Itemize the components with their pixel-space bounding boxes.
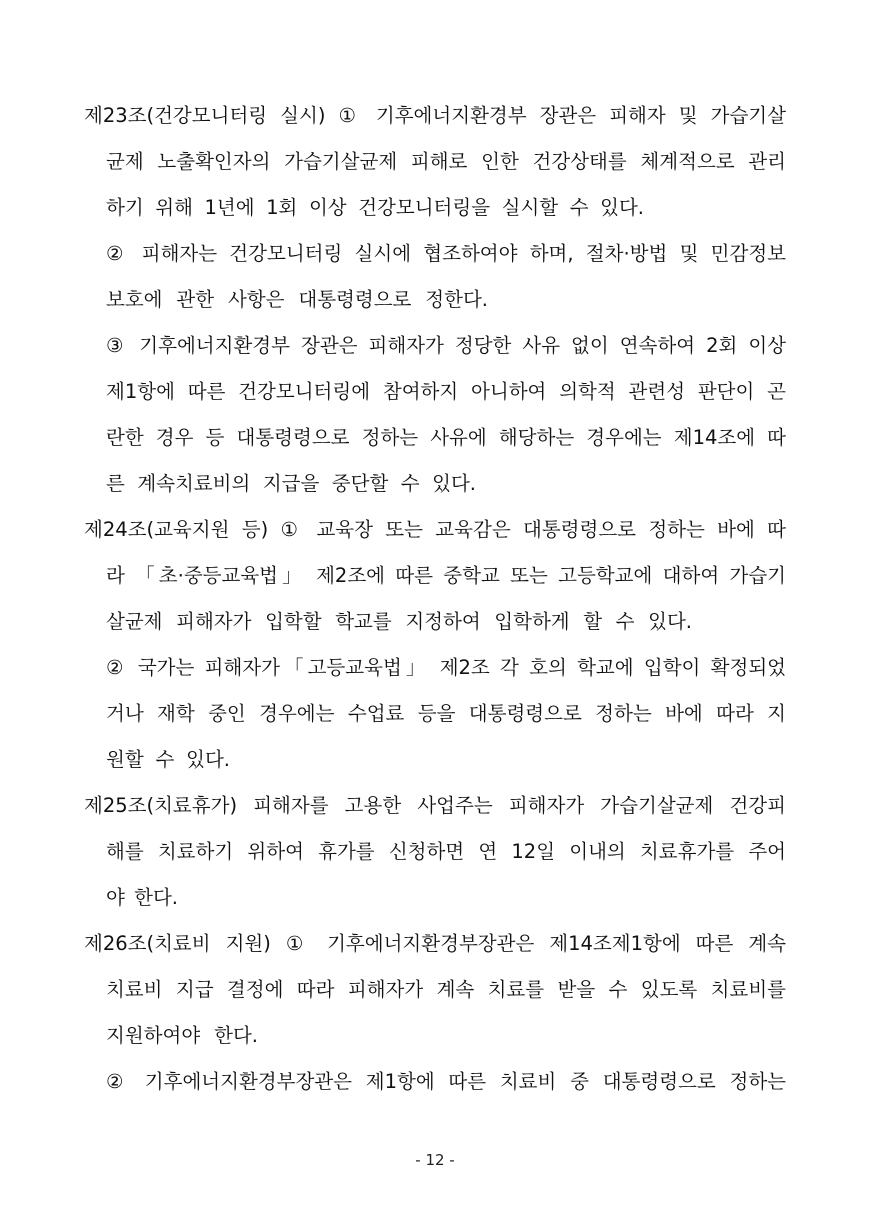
article-24-para-2-line-3: 원할 수 있다. bbox=[106, 748, 230, 771]
article-24-para-2-line-2: 거나 재학 중인 경우에는 수업료 등을 대통령령으로 정하는 바에 따라 지 bbox=[106, 702, 786, 725]
article-23-line-1: 제23조(건강모니터링 실시) ① 기후에너지환경부 장관은 피해자 및 가습기살 bbox=[84, 104, 786, 127]
article-24-line-2: 라 「초·중등교육법」 제2조에 따른 중학교 또는 고등학교에 대하여 가습기 bbox=[106, 564, 786, 587]
article-24-line-1: 제24조(교육지원 등) ① 교육장 또는 교육감은 대통령령으로 정하는 바에 따 bbox=[84, 518, 786, 541]
article-23-line-3: 하기 위해 1년에 1회 이상 건강모니터링을 실시할 수 있다. bbox=[106, 196, 644, 219]
article-23-para-2-line-2: 보호에 관한 사항은 대통령령으로 정한다. bbox=[106, 288, 488, 311]
article-24-para-2-line-1: ② 국가는 피해자가「고등교육법」 제2조 각 호의 학교에 입학이 확정되었 bbox=[106, 656, 786, 679]
article-23-para-2-line-1: ② 피해자는 건강모니터링 실시에 협조하여야 하며, 절차·방법 및 민감정보 bbox=[106, 242, 786, 265]
article-26-para-2-line-1: ② 기후에너지환경부장관은 제1항에 따른 치료비 중 대통령령으로 정하는 bbox=[106, 1070, 786, 1093]
article-26-line-1: 제26조(치료비 지원) ① 기후에너지환경부장관은 제14조제1항에 따른 계속 bbox=[84, 932, 786, 955]
article-26-line-2: 치료비 지급 결정에 따라 피해자가 계속 치료를 받을 수 있도록 치료비를 bbox=[106, 978, 786, 1001]
article-24-line-3: 살균제 피해자가 입학할 학교를 지정하여 입학하게 할 수 있다. bbox=[106, 610, 692, 633]
article-25-line-3: 야 한다. bbox=[106, 886, 178, 909]
article-25-line-1: 제25조(치료휴가) 피해자를 고용한 사업주는 피해자가 가습기살균제 건강피 bbox=[84, 794, 786, 817]
article-23-para-3-line-2: 제1항에 따른 건강모니터링에 참여하지 아니하여 의학적 관련성 판단이 곤 bbox=[106, 380, 786, 403]
article-23-para-3-line-4: 른 계속치료비의 지급을 중단할 수 있다. bbox=[106, 472, 476, 495]
article-23-line-2: 균제 노출확인자의 가습기살균제 피해로 인한 건강상태를 체계적으로 관리 bbox=[106, 150, 786, 173]
article-25-line-2: 해를 치료하기 위하여 휴가를 신청하면 연 12일 이내의 치료휴가를 주어 bbox=[106, 840, 786, 863]
page-number: - 12 - bbox=[415, 1151, 455, 1169]
article-23-para-3-line-3: 란한 경우 등 대통령령으로 정하는 사유에 해당하는 경우에는 제14조에 따 bbox=[106, 426, 786, 449]
article-26-line-3: 지원하여야 한다. bbox=[106, 1024, 258, 1047]
article-23-para-3-line-1: ③ 기후에너지환경부 장관은 피해자가 정당한 사유 없이 연속하여 2회 이상 bbox=[106, 334, 786, 357]
